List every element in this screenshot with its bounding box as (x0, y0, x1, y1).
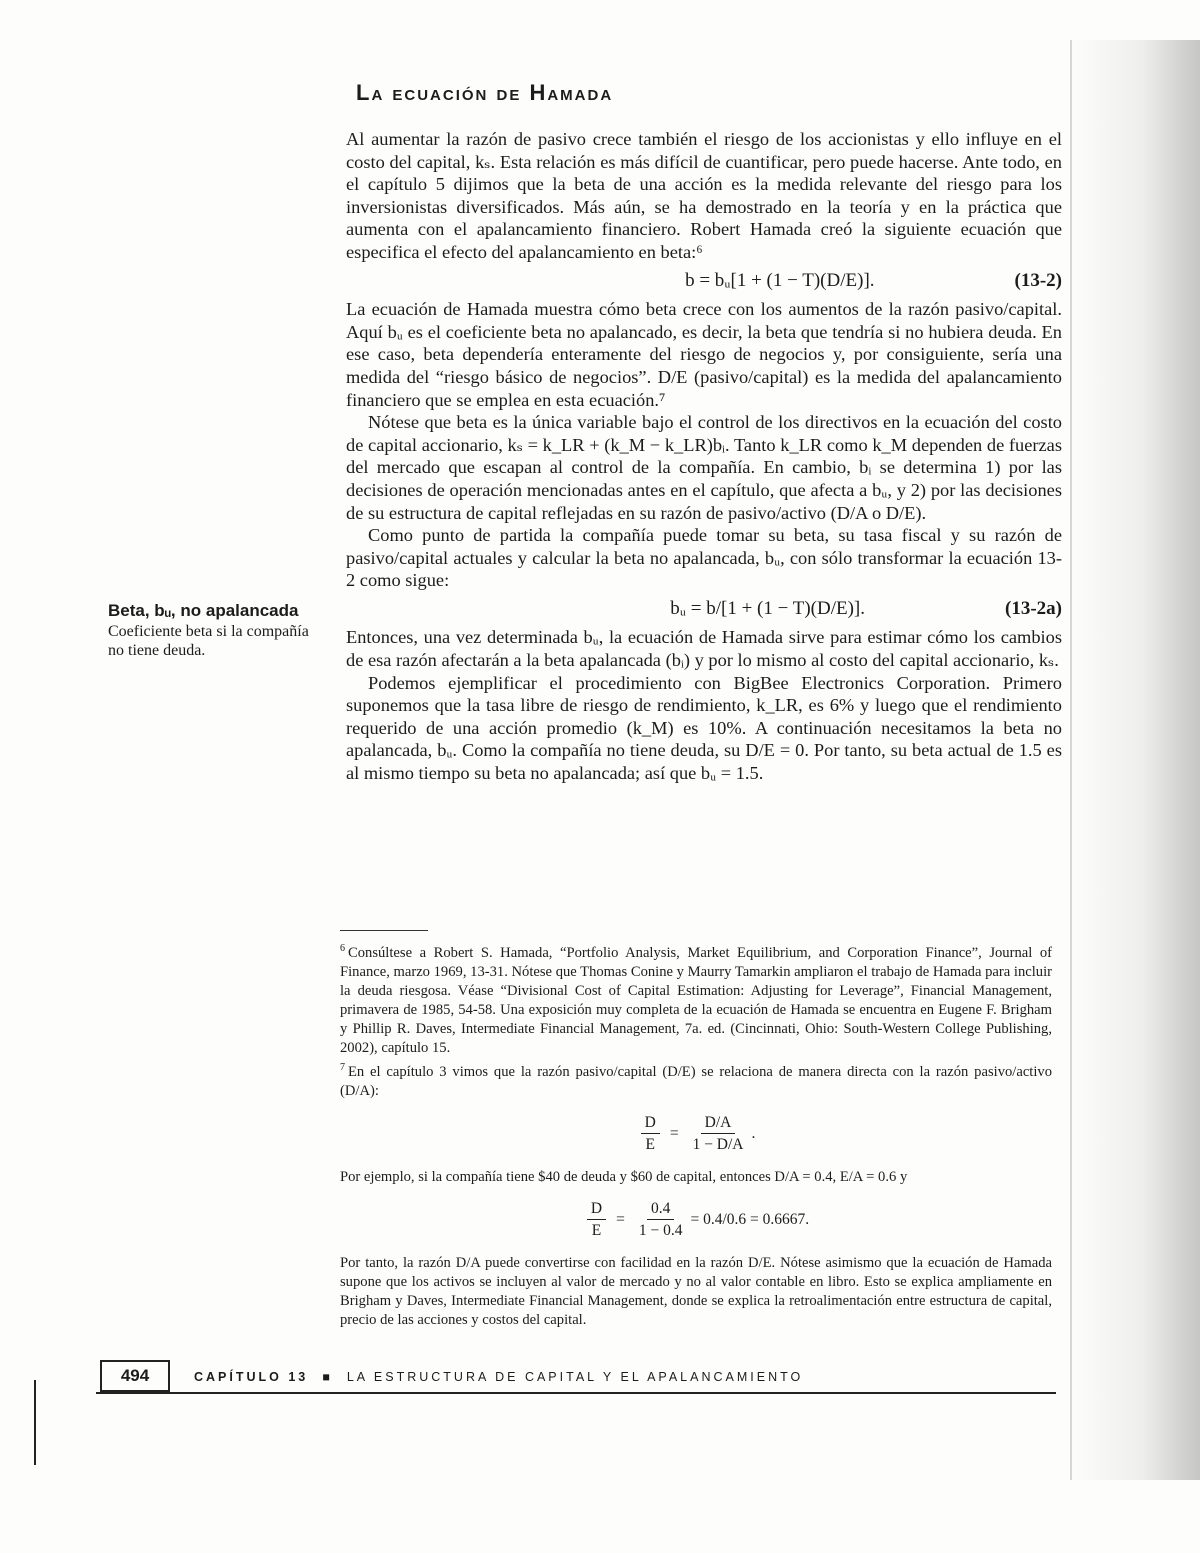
footnote-rule (340, 930, 428, 931)
footnote-7-example: Por ejemplo, si la compañía tiene $40 de deuda y $60 de capital, entonces D/A = 0.4, E/A = 0.6 y (340, 1168, 908, 1185)
chapter-title: LA ESTRUCTURA DE CAPITAL Y EL APALANCAMIENTO (346, 1370, 804, 1384)
body-text (346, 128, 1062, 785)
fraction (635, 1199, 687, 1240)
denominator: 1 − 0.4 (638, 1221, 683, 1239)
glossary-term: Beta, bᵤ, no apalancada (108, 601, 299, 620)
scan-shadow (1070, 40, 1200, 1480)
fraction (641, 1113, 660, 1154)
equation-number: (13-2a) (1005, 597, 1062, 619)
margin-glossary (108, 600, 328, 660)
running-head (194, 1370, 803, 1384)
equals-sign: = (616, 1210, 625, 1228)
fraction (689, 1113, 748, 1154)
numerator: D/A (701, 1113, 736, 1134)
denominator: E (591, 1221, 602, 1239)
formula-tail: = 0.4/0.6 = 0.6667. (690, 1210, 810, 1228)
paragraph-2: La ecuación de Hamada muestra cómo beta crece con los aumentos de la razón pasivo/capital. Aquí bᵤ es el coeficiente beta no apalancado, es decir, la beta que tendría si no hubiera deuda. En ese caso, beta dependería enteramente del riesgo de negocios y, por consiguiente, sería una medida del “riesgo básico de negocios”. D/E (pasivo/capital) es la medida del apalancamiento financiero que se emplea en esta ecuación.⁷ (346, 299, 1062, 410)
equation-13-2 (346, 270, 1062, 293)
footnote-text: Consúltese a Robert S. Hamada, “Portfolio Analysis, Market Equilibrium, and Corporation Finance”, Journal of Finance, marzo 1969, 13-31. Nótese que Thomas Conine y Maurry Tamarkin ampliaron el trabajo de Hamada para incluir la deuda riesgosa. Véase “Divisional Cost of Capital Estimation: Adjusting for Leverage”, Financial Management, primavera de 1985, 54-58. Una exposición muy completa de la ecuación de Hamada se encuentra en Eugene F. Brigham y Phillip R. Daves, Intermediate Financial Management, 7a. ed. (Cincinnati, Ohio: South-Western College Publishing, 2002), capítulo 15. (340, 944, 1052, 1056)
footnote-6 (340, 939, 1052, 1058)
paragraph-4: Como punto de partida la compañía puede tomar su beta, su tasa fiscal y su razón de pasivo/capital actuales y calcular la beta no apalancada, bᵤ, con sólo transformar la ecuación 13-2 como sigue: (346, 525, 1062, 591)
footnote-7-closing: Por tanto, la razón D/A puede convertirse con facilidad en la razón D/E. Nótese asimismo que la ecuación de Hamada supone que los activos se incluyen al valor de mercado y no al valor contable en libro. Esto se explica ampliamente en Brigham y Daves, Intermediate Financial Management, donde se explica la retroalimentación entre estructura de capital, precio de las acciones y costos del capital. (340, 1254, 1052, 1328)
footnotes (340, 930, 1052, 1330)
separator: ■ (322, 1370, 333, 1384)
glossary-definition: Coeficiente beta si la compañía no tiene deuda. (108, 623, 309, 659)
formula-de-da (340, 1113, 1052, 1154)
page-number: 494 (100, 1360, 170, 1392)
left-margin-rule (34, 1380, 36, 1465)
equation-number: (13-2) (1014, 269, 1062, 291)
equation-expression: b = bᵤ[1 + (1 − T)(D/E)]. (685, 269, 875, 291)
footnote-mark: 7 (340, 1061, 345, 1073)
paragraph-6: Podemos ejemplificar el procedimiento con BigBee Electronics Corporation. Primero suponemos que la tasa libre de riesgo de rendimiento, k_LR, es 6% y luego que el rendimiento requerido de una acción promedio (k_M) es 10%. A continuación necesitamos la beta no apalancada, bᵤ. Como la compañía no tiene deuda, su D/E = 0. Por tanto, su beta actual de 1.5 es al mismo tiempo su beta no apalancada; así que bᵤ = 1.5. (346, 672, 1062, 784)
formula-example (340, 1199, 1052, 1240)
paragraph-1: Al aumentar la razón de pasivo crece también el riesgo de los accionistas y ello influye en el costo del capital, kₛ. Esta relación es más difícil de cuantificar, pero puede hacerse. Ante todo, en el capítulo 5 dijimos que la beta de una acción es la medida relevante del riesgo para los inversionistas diversificados. Más aún, se ha demostrado en la teoría y en la práctica que aumenta con el apalancamiento financiero. Robert Hamada creó la siguiente ecuación que especifica el efecto del apalancamiento en beta:⁶ (346, 129, 1062, 262)
footnote-text: En el capítulo 3 vimos que la razón pasivo/capital (D/E) se relaciona de manera directa con la razón pasivo/activo (D/A): (340, 1063, 1052, 1099)
denominator: 1 − D/A (692, 1135, 744, 1153)
numerator: 0.4 (647, 1199, 674, 1220)
equation-13-2a (346, 598, 1062, 621)
equation-expression: bᵤ = b/[1 + (1 − T)(D/E)]. (670, 597, 866, 619)
denominator: E (645, 1135, 655, 1153)
formula-tail: . (751, 1124, 756, 1142)
fraction (587, 1199, 606, 1240)
numerator: D (641, 1113, 660, 1134)
footnote-mark: 6 (340, 943, 345, 954)
section-title: La ecuación de Hamada (356, 80, 614, 105)
equals-sign: = (669, 1124, 679, 1142)
chapter-label: CAPÍTULO 13 (194, 1370, 309, 1384)
scan-edge-line (1070, 40, 1072, 1480)
paragraph-3: Nótese que beta es la única variable bajo el control de los directivos en la ecuación del costo de capital accionario, kₛ = k_LR + (k_M − k_LR)bᵢ. Tanto k_LR como k_M dependen de fuerzas del mercado que escapan al control de la compañía. En cambio, bᵢ se determina 1) por las decisiones de operación mencionadas antes en el capítulo, que afecta a bᵤ, y 2) por las decisiones de su estructura de capital reflejadas en su razón de pasivo/activo (D/A o D/E). (346, 412, 1062, 523)
footnote-7 (340, 1058, 1052, 1101)
paragraph-5: Entonces, una vez determinada bᵤ, la ecuación de Hamada sirve para estimar cómo los cambios de esa razón afectarán a la beta apalancada (bᵢ) y por lo mismo al costo del capital accionario, kₛ. (346, 627, 1062, 671)
numerator: D (587, 1199, 606, 1220)
page-footer (96, 1358, 1056, 1394)
